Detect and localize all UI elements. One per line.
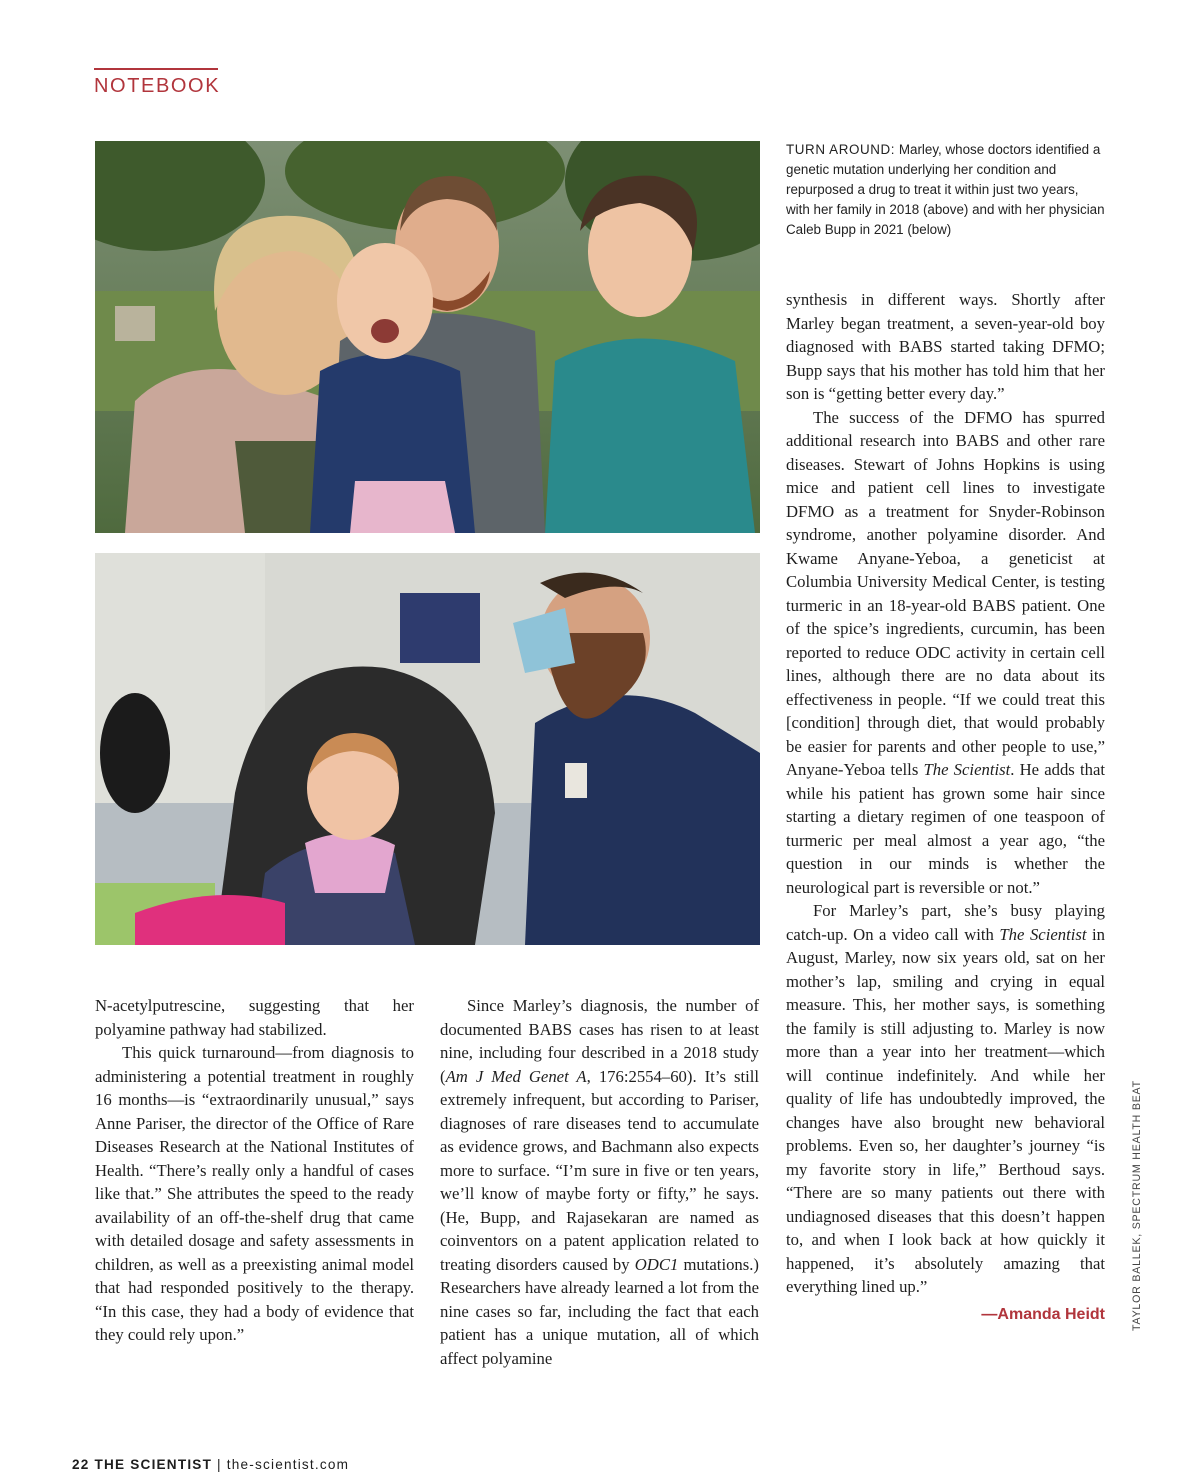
article-column-2 <box>440 994 759 1370</box>
caption-text: Marley, whose doctors identified a genetic mutation underlying her condition and repurposed a drug to treat it within just two years, with her family in 2018 (above) and with her physician Caleb Bupp in 2021 (below) <box>786 142 1105 237</box>
photo-caption <box>786 140 1106 240</box>
section-rule <box>94 68 218 70</box>
paragraph: N-acetylputrescine, suggesting that her polyamine pathway had stabilized. <box>95 996 414 1039</box>
site-url: the-scientist.com <box>226 1457 350 1472</box>
page-number: 22 <box>72 1457 90 1472</box>
photo-credit: TAYLOR BALLEK, SPECTRUM HEALTH BEAT <box>1131 1080 1143 1331</box>
publication-name: THE SCIENTIST <box>94 1457 213 1472</box>
paragraph: Since Marley’s diagnosis, the number of documented BABS cases has risen to at least nine, including four described in a 2018 study (Am J Med Genet A, 176:2554–60). It’s still extremely infrequent, but according to Pariser, diagnoses of rare diseases tend to accumulate as evidence grows, and Bachmann also expects more to surface. “I’m sure in five or ten years, we’ll know of maybe forty or fifty,” he says. (He, Bupp, and Rajasekaran are named as coinventors on a patent application related to treating disorders caused by ODC1 mutations.) Researchers have already learned a lot from the nine cases so far, including the fact that each patient has a unique mutation, all of which affect polyamine <box>440 996 759 1368</box>
paragraph: The success of the DFMO has spurred additional research into BABS and other rare diseases. Stewart of Johns Hopkins is using mice and patient cell lines to investigate DFMO as a treatment for Snyder-Robinson syndrome, another polyamine disorder. And Kwame Anyane-Yeboa, a geneticist at Columbia University Medical Center, is testing turmeric in an 18-year-old BABS patient. One of the spice’s ingredients, curcumin, has been reported to reduce ODC activity in certain cell lines, although there are no data about its effectiveness in people. “If we could treat this [condition] through diet, that would probably be easier for parents and other people to use,” Anyane-Yeboa tells The Scientist. He adds that while his patient has grown some hair since starting a dietary regimen of one teaspoon of turmeric per meal almost a year ago, “the question in our minds is whether the neurological part is reversible or not.” <box>786 407 1105 897</box>
journal-citation: Am J Med Genet A <box>445 1066 587 1086</box>
section-label: NOTEBOOK <box>94 75 221 97</box>
footer-separator: | <box>212 1457 227 1472</box>
family-photo-2018 <box>95 141 760 533</box>
gene-name: ODC1 <box>634 1254 679 1274</box>
publication-name: The Scientist <box>923 760 1011 779</box>
physician-photo-2021 <box>95 553 760 945</box>
paragraph: synthesis in different ways. Shortly after Marley began treatment, a seven-year-old boy diagnosed with BABS started taking DFMO; Bupp says that his mother has told him that her son is “getting better every day.” <box>786 290 1105 403</box>
page-footer <box>72 1457 349 1472</box>
publication-name: The Scientist <box>999 924 1087 944</box>
article-column-3 <box>786 288 1105 1326</box>
paragraph: For Marley’s part, she’s busy playing catch-up. On a video call with The Scientist in August, Marley, now six years old, sat on her mother’s lap, smiling and crying in equal measure. This, her mother says, is something the family is still adjusting to. Marley is now more than a year into her treatment—which will continue indefinitely. And while her quality of life has undoubtedly improved, the changes have also brought new behavioral problems. Even so, her daughter’s journey “is my favorite story in life,” Berthoud says. “There are so many patients out there with undiagnosed diseases that this doesn’t happen to, and when I look back at how quickly it happened, it’s absolutely amazing that everything lined up.” <box>786 901 1106 1296</box>
author-signature: —Amanda Heidt <box>981 1305 1105 1323</box>
article-column-1 <box>95 994 414 1347</box>
paragraph: This quick turnaround—from diagnosis to administering a potential treatment in roughly 16 months—is “extraordinarily unusual,” says Anne Pariser, the director of the Office of Rare Diseases Research at the National Institutes of Health. “There’s really only a handful of cases like that.” She attributes the speed to the ready availability of an off-the-shelf drug that came with detailed dosage and safety assessments in children, as well as a preexisting animal model that had responded positively to the therapy. “In this case, they had a body of evidence that they could rely upon.” <box>95 1043 414 1344</box>
caption-kicker: TURN AROUND: <box>786 142 896 157</box>
